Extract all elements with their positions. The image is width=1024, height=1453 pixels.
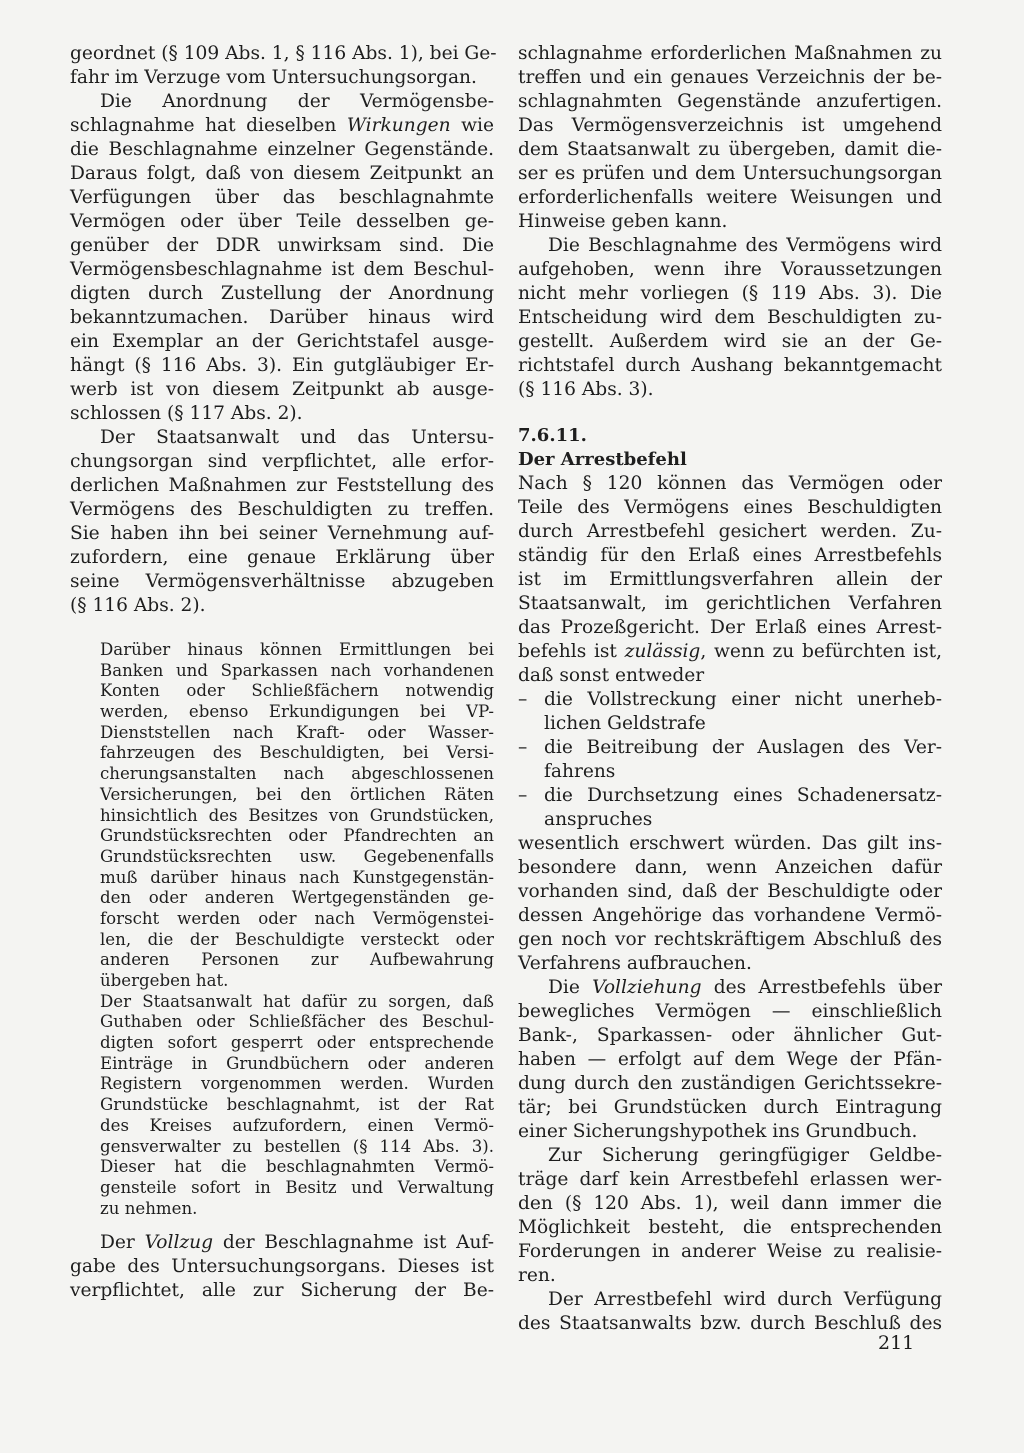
text-line: erforderlichenfalls weitere Weisungen und: [518, 187, 942, 208]
paragraph-vollzug: [70, 1231, 494, 1303]
emphasis: Wirkungen: [346, 115, 451, 136]
list-item-continuation: anspruches: [544, 809, 653, 830]
text-line: hängt (§ 116 Abs. 3). Ein gutgläubiger Er-: [70, 355, 494, 376]
text-line: Banken und Sparkassen nach vorhandenen: [100, 660, 494, 680]
text-line: schlagnahme erforderlichen Maßnahmen zu: [518, 43, 942, 64]
text-line: verpflichtet, alle zur Sicherung der Be-: [70, 1280, 494, 1302]
text-line: Darüber hinaus können Ermittlungen bei: [100, 640, 494, 659]
text-line: Möglichkeit besteht, die entsprechenden: [518, 1217, 942, 1238]
text-line: anderen Personen zur Aufbewahrung: [100, 950, 494, 970]
text-line: Dienststellen nach Kraft- oder Wasser-: [100, 722, 494, 742]
list-item: – die Durchsetzung eines Schadenersatz-: [518, 784, 942, 808]
text-line: seine Vermögensverhältnisse abzugeben: [70, 571, 494, 592]
text-line: tär; bei Grundstücken durch Eintragung: [518, 1097, 942, 1118]
text-line: Der Staatsanwalt hat dafür zu sorgen, daß: [100, 991, 494, 1011]
text-line: Hinweise geben kann.: [518, 211, 728, 232]
text-line: Konten oder Schließfächern notwendig: [100, 681, 494, 701]
small-print-note: [70, 640, 494, 1219]
text-line: durch Arrestbefehl gesichert werden. Zu-: [518, 521, 942, 542]
text-line: fahr im Verzuge vom Untersuchungsorgan.: [70, 67, 477, 88]
text-line: gensverwalter zu bestellen (§ 114 Abs. 3).: [100, 1136, 494, 1156]
paragraph-vermoegensbeschlagnahme-wirkungen: [70, 90, 494, 426]
text-line: digten durch Zustellung der Anordnung: [70, 283, 494, 304]
text-line: Teile des Vermögens eines Beschuldigten: [518, 497, 942, 518]
text-line: des Kreises aufzufordern, einen Vermö-: [100, 1115, 494, 1135]
list-item-continuation: fahrens: [544, 761, 616, 782]
text-line: dem Staatsanwalt zu übergeben, damit die-: [518, 139, 942, 160]
text-line: Verfügungen über das beschlagnahmte: [70, 187, 494, 208]
text-line: Der Vollzug der Beschlagnahme ist Auf-: [100, 1232, 494, 1254]
text-line: den (§ 120 Abs. 1), weil dann immer die: [518, 1193, 942, 1214]
dash-list: [518, 688, 942, 832]
text-line: forscht werden oder nach Vermögenstei-: [100, 908, 494, 928]
text-line: cherungsanstalten nach abgeschlossenen: [100, 764, 494, 784]
text-line: schlagnahmten Gegenstände anzufertigen.: [518, 91, 942, 112]
emphasis: Vollzug: [144, 1232, 214, 1254]
text-line: fahrzeugen des Beschuldigten, bei Versi-: [100, 743, 494, 763]
text-line: bekanntzumachen. Darüber hinaus wird: [70, 307, 494, 328]
text-line: Registern vorgenommen werden. Wurden: [100, 1074, 494, 1094]
text-line: derlichen Maßnahmen zur Feststellung des: [70, 475, 494, 496]
text-line: ren.: [518, 1265, 556, 1286]
text-line: genüber der DDR unwirksam sind. Die: [70, 235, 494, 256]
paragraph-vollziehung: [518, 976, 942, 1144]
text-line: Der Arrestbefehl wird durch Verfügung: [548, 1289, 942, 1310]
text-line: (§ 116 Abs. 2).: [70, 595, 206, 616]
text-line: werden, ebenso Erkundigungen bei VP-: [100, 702, 494, 722]
text-line: einer Sicherungshypothek ins Grundbuch.: [518, 1121, 918, 1142]
right-column: [518, 42, 942, 1336]
section-number: 7.6.11.: [518, 425, 587, 446]
text-line: des Staatsanwalts bzw. durch Beschluß des: [518, 1313, 942, 1334]
paragraph-feststellung-vermoegen: [70, 426, 494, 618]
paragraph-continuation: [70, 42, 497, 90]
text-line: geordnet (§ 109 Abs. 1, § 116 Abs. 1), bei Ge-: [70, 43, 497, 64]
text-line: Dieser hat die beschlagnahmten Vermö-: [100, 1157, 494, 1177]
text-line: wesentlich erschwert würden. Das gilt ins-: [518, 833, 942, 854]
text-line: hinsichtlich des Besitzes von Grundstücken,: [100, 805, 494, 825]
text-line: dung durch den zuständigen Gerichtssekre-: [518, 1073, 942, 1094]
text-line: befehls ist zulässig, wenn zu befürchten ist,: [518, 641, 942, 662]
text-line: die Beschlagnahme einzelner Gegenstände.: [70, 139, 494, 160]
section-title: Der Arrestbefehl: [518, 449, 687, 470]
text-line: nicht mehr vorliegen (§ 119 Abs. 3). Die: [518, 283, 942, 304]
text-line: digten sofort gesperrt oder entsprechende: [100, 1033, 494, 1053]
text-line: Grundstücksrechten usw. Gegebenenfalls: [100, 846, 494, 866]
text-line: Vermögen oder über Teile desselben ge-: [70, 211, 494, 232]
left-column: [70, 42, 497, 1303]
text-line: gensteile sofort in Besitz und Verwaltung: [100, 1177, 494, 1197]
text-line: dessen Angehörige das vorhandene Vermö-: [518, 905, 942, 926]
note-paragraph-staatsanwalt: [100, 992, 494, 1220]
text-line: Einträge in Grundbüchern oder anderen: [100, 1053, 494, 1073]
text-line: gen noch vor rechtskräftigem Abschluß des: [518, 929, 942, 950]
emphasis: zulässig: [624, 641, 701, 662]
text-line: Nach § 120 können das Vermögen oder: [518, 473, 942, 494]
text-line: Die Beschlagnahme des Vermögens wird: [548, 235, 942, 256]
paragraph-geringfuegige-betraege: [518, 1144, 942, 1288]
text-line: Zur Sicherung geringfügiger Geldbe-: [548, 1145, 942, 1166]
text-line: Sie haben ihn bei seiner Vernehmung auf-: [70, 523, 494, 544]
text-line: Entscheidung wird dem Beschuldigten zu-: [518, 307, 942, 328]
text-line: richtstafel durch Aushang bekanntgemacht: [518, 355, 942, 376]
emphasis: Vollziehung: [592, 977, 702, 998]
text-line: Daraus folgt, daß von diesem Zeitpunkt an: [70, 163, 494, 184]
list-item: – die Vollstreckung einer nicht unerheb-: [518, 688, 942, 712]
text-line: gestellt. Außerdem wird sie an der Ge-: [518, 331, 942, 352]
list-item-continuation: lichen Geldstrafe: [544, 713, 706, 734]
text-line: besondere dann, wenn Anzeichen dafür: [518, 857, 942, 878]
text-line: Verfahrens aufbrauchen.: [518, 953, 752, 974]
text-line: das Prozeßgericht. Der Erlaß eines Arrest-: [518, 617, 942, 638]
text-line: daß sonst entweder: [518, 665, 705, 686]
text-line: Staatsanwalt, im gerichtlichen Verfahren: [518, 593, 942, 614]
text-line: Guthaben oder Schließfächer des Beschul-: [100, 1012, 494, 1032]
text-line: übergeben hat.: [100, 971, 229, 990]
text-line: vorhanden sind, daß der Beschuldigte oder: [518, 881, 942, 902]
text-line: chungsorgan sind verpflichtet, alle erfor-: [70, 451, 494, 472]
section-spacer: [518, 402, 942, 424]
paragraph-arrestbefehl: [518, 472, 942, 688]
paragraph-verfuegung: [518, 1288, 942, 1336]
text-line: Forderungen in anderer Weise zu realisie-: [518, 1241, 942, 1262]
text-line: zufordern, eine genaue Erklärung über: [70, 547, 494, 568]
text-line: ein Exemplar an der Gerichtstafel ausge-: [70, 331, 494, 352]
paragraph-erschwert: [518, 832, 942, 976]
text-line: schlagnahme hat dieselben Wirkungen wie: [70, 115, 495, 136]
text-line: haben — erfolgt auf dem Wege der Pfän-: [518, 1049, 942, 1070]
paragraph-vermoegensverzeichnis: [518, 42, 942, 234]
text-line: treffen und ein genaues Verzeichnis der be-: [518, 67, 942, 88]
paragraph-aufhebung: [518, 234, 942, 402]
text-line: aufgehoben, wenn ihre Voraussetzungen: [518, 259, 942, 280]
text-line: Das Vermögensverzeichnis ist umgehend: [518, 115, 942, 136]
text-line: ständig für den Erlaß eines Arrestbefehls: [518, 545, 942, 566]
text-line: Die Anordnung der Vermögensbe-: [100, 91, 494, 112]
text-line: bewegliches Vermögen — einschließlich: [518, 1001, 942, 1022]
page-number: 211: [878, 1332, 915, 1354]
text-line: Vermögensbeschlagnahme ist dem Beschul-: [70, 259, 494, 280]
note-paragraph-ermittlungen: [100, 640, 494, 992]
text-line: den oder anderen Wertgegenständen ge-: [100, 888, 494, 908]
text-line: zu nehmen.: [100, 1198, 198, 1218]
text-line: (§ 116 Abs. 3).: [518, 379, 654, 400]
text-line: Bank-, Sparkassen- oder ähnlicher Gut-: [518, 1025, 942, 1046]
text-line: ser es prüfen und dem Untersuchungsorgan: [518, 163, 942, 184]
text-line: träge darf kein Arrestbefehl erlassen wer-: [518, 1169, 942, 1190]
text-line: Grundstücksrechten oder Pfandrechten an: [100, 826, 494, 846]
text-line: werb ist von diesem Zeitpunkt ab ausge-: [70, 379, 494, 400]
text-line: Der Staatsanwalt und das Untersu-: [100, 427, 494, 448]
text-line: schlossen (§ 117 Abs. 2).: [70, 403, 303, 424]
text-line: ist im Ermittlungsverfahren allein der: [518, 569, 942, 590]
text-line: gabe des Untersuchungsorgans. Dieses ist: [70, 1256, 494, 1278]
text-line: muß darüber hinaus nach Kunstgegenstän-: [100, 867, 494, 887]
text-line: Die Vollziehung des Arrestbefehls über: [548, 977, 942, 998]
text-line: Vermögens des Beschuldigten zu treffen.: [70, 499, 494, 520]
text-line: Grundstücke beschlagnahmt, ist der Rat: [100, 1095, 494, 1115]
text-line: Versicherungen, bei den örtlichen Räten: [100, 784, 494, 804]
text-line: len, die der Beschuldigte versteckt oder: [100, 929, 494, 949]
list-item: – die Beitreibung der Auslagen des Ver-: [518, 736, 942, 760]
